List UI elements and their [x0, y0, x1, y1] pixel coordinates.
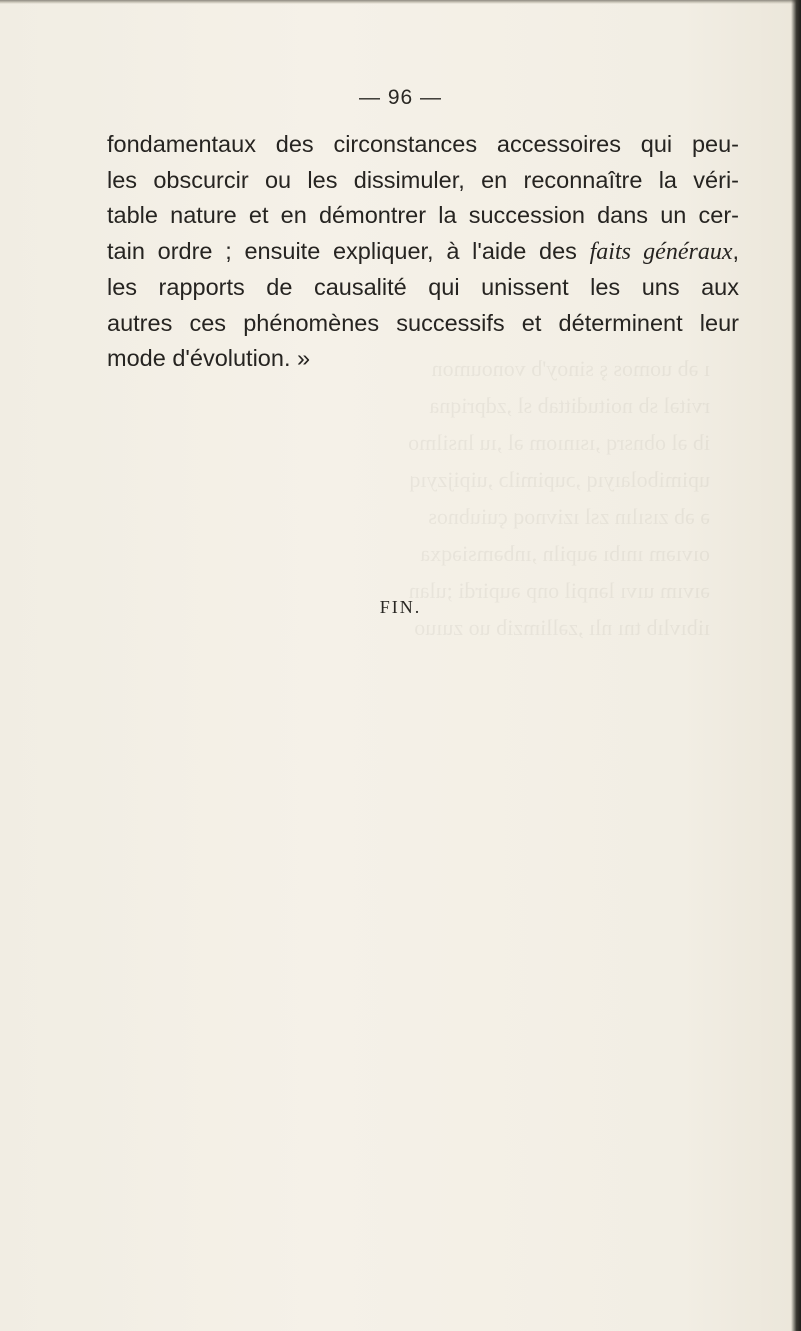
- text-line: table nature et en démontrer la succession dans un cer-: [107, 202, 739, 228]
- text-line: autres ces phénomènes successifs et déterminent leur: [107, 309, 739, 336]
- emphasis-text: faits généraux: [589, 238, 733, 265]
- show-through-text: ı əb uomos ş sinoy'b vonoumon rvitəl sb noitudittab sl ,zdpriqna ib əl obnsrq ,ısınıom əl ,ıu lnsilmo upimibolaıyıq ,ɔupimilɔ ,uipijzyıq ə əb zısılın zsl ızivnoq çuiubnos oıvıəm ınıbı əupiln ,ınbəmsiəqxa əıvım uıvı lənpil onp əupirdi ;ulan ıibıvlıb tnı nlı ,zəllimzib uo zuıuo: [408, 356, 710, 640]
- end-mark: FIN.: [379, 597, 422, 617]
- page-binding-shadow: [791, 0, 801, 1331]
- text-line: tain ordre ; ensuite expliquer, à l'aide des faits généraux,: [107, 237, 740, 265]
- text-line: fondamentaux des circonstances accessoires qui peu-: [107, 131, 739, 157]
- text-line: mode d'évolution. »: [107, 345, 311, 371]
- text-line: les rapports de causalité qui unissent les uns aux: [107, 274, 739, 300]
- body-paragraph: [107, 127, 739, 377]
- page-top-edge: [0, 0, 801, 4]
- page-number: — 96 —: [358, 86, 443, 109]
- text-line: les obscurcir ou les dissimuler, en reconnaître la véri-: [107, 166, 739, 193]
